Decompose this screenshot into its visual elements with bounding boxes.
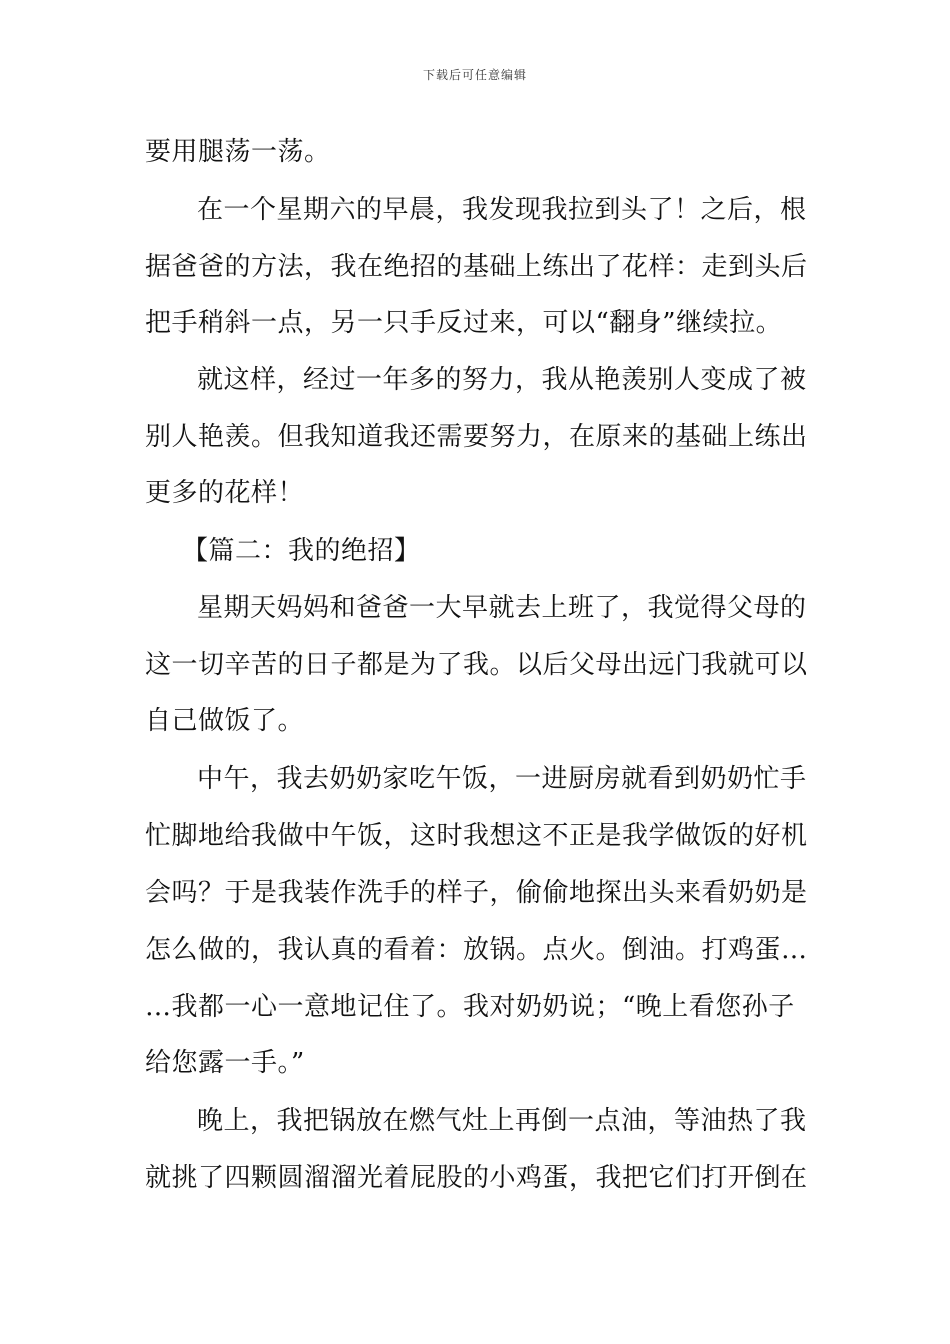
text-line: 中午，我去奶奶家吃午饭，一进厨房就看到奶奶忙手 [197, 764, 807, 794]
text-line: 忙脚地给我做中午饭，这时我想这不正是我学做饭的好机 [145, 821, 808, 851]
text-line: 据爸爸的方法，我在绝招的基础上练出了花样：走到头后 [145, 252, 808, 282]
text-line: 更多的花样！ [145, 478, 305, 508]
text-line: 会吗？于是我装作洗手的样子，偷偷地探出头来看奶奶是 [145, 878, 808, 908]
page-header-note: 下载后可任意编辑 [422, 68, 527, 82]
text-line: 这一切辛苦的日子都是为了我。以后父母出远门我就可以 [145, 650, 808, 680]
text-line: 星期天妈妈和爸爸一大早就去上班了，我觉得父母的 [197, 593, 807, 623]
text-line: 自己做饭了。 [145, 706, 305, 736]
text-line: 怎么做的，我认真的看着：放锅。点火。倒油。打鸡蛋… [145, 935, 808, 965]
text-line: …我都一心一意地记住了。我对奶奶说；“晚上看您孙子 [145, 992, 795, 1022]
section-heading: 【篇二：我的绝招】 [182, 536, 421, 566]
text-line: 要用腿荡一荡。 [145, 137, 331, 167]
text-line: 把手稍斜一点，另一只手反过来，可以“翻身”继续拉。 [145, 308, 783, 338]
text-line: 晚上，我把锅放在燃气灶上再倒一点油，等油热了我 [197, 1106, 807, 1136]
text-line: 就挑了四颗圆溜溜光着屁股的小鸡蛋，我把它们打开倒在 [145, 1163, 808, 1193]
text-line: 别人艳羡。但我知道我还需要努力，在原来的基础上练出 [145, 422, 808, 452]
text-line: 就这样，经过一年多的努力，我从艳羡别人变成了被 [197, 365, 807, 395]
text-line: 在一个星期六的早晨，我发现我拉到头了！之后，根 [197, 195, 807, 225]
text-line: 给您露一手。” [145, 1048, 305, 1078]
